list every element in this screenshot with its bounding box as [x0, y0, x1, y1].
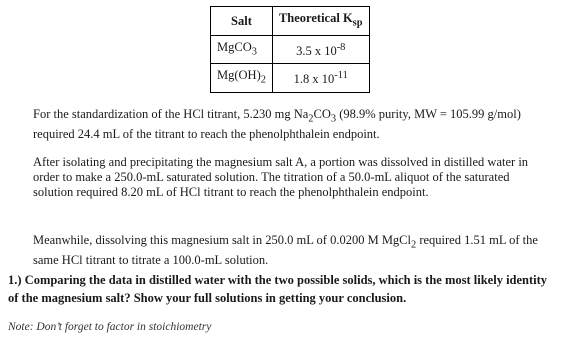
mgcl2-paragraph: [33, 233, 548, 268]
salt-subscript: 3: [251, 46, 257, 57]
header-theoretical-ksp: [272, 7, 369, 36]
salt-formula: MgCO: [217, 39, 252, 54]
header-salt: Salt: [211, 7, 273, 36]
header-ksp-subscript: sp: [352, 17, 363, 29]
text-run: required 1.51 mL of the same HCl titrant to titrate a 100.0-mL solution.: [33, 233, 538, 267]
ksp-cell: [272, 35, 369, 64]
question-text: 1.) Comparing the data in distilled water with the two possible solids, which is the most likely identity of the magnesium salt? Show your full solutions in getting your conclusion.: [8, 273, 548, 305]
ksp-exponent: -8: [336, 41, 346, 53]
ksp-exponent: -11: [334, 70, 348, 82]
ksp-table: [210, 6, 370, 93]
subscript: 3: [330, 113, 337, 125]
ksp-mantissa: 3.5 x 10: [296, 43, 337, 58]
text-run: CO: [313, 107, 331, 121]
ksp-cell: [272, 64, 369, 93]
salt-formula: Mg(OH): [217, 68, 261, 82]
subscript: 2: [411, 239, 417, 251]
table-row: [211, 35, 370, 64]
subscript: 2: [308, 113, 314, 125]
saturated-solution-paragraph: After isolating and precipitating the magnesium salt A, a portion was dissolved in distilled water in order to make a 250.0-mL saturated solution. The titration of a 50.0-mL aliquot of the saturated solution required 8.20 mL of HCl titrant to reach the phenolphthalein endpoint.: [33, 155, 529, 199]
table-row: [211, 64, 370, 93]
salt-subscript: 2: [260, 74, 266, 86]
stoichiometry-note: Note: Don’t forget to factor in stoichiometry: [8, 321, 212, 333]
header-ksp-label: Theoretical K: [278, 11, 353, 25]
ksp-mantissa: 1.8 x 10: [293, 72, 335, 87]
salt-cell: [211, 64, 273, 93]
text-run: (98.9% purity, MW = 105.99 g/mol) required 24.4 mL of the titrant to reach the phenolphthalein endpoint.: [33, 107, 521, 141]
salt-cell: [211, 35, 273, 64]
text-run: Meanwhile, dissolving this magnesium salt in 250.0 mL of 0.0200 M MgCl: [33, 233, 411, 247]
standardization-paragraph: [33, 107, 548, 142]
table-header-row: [211, 7, 370, 36]
text-run: For the standardization of the HCl titrant, 5.230 mg Na: [33, 107, 309, 121]
